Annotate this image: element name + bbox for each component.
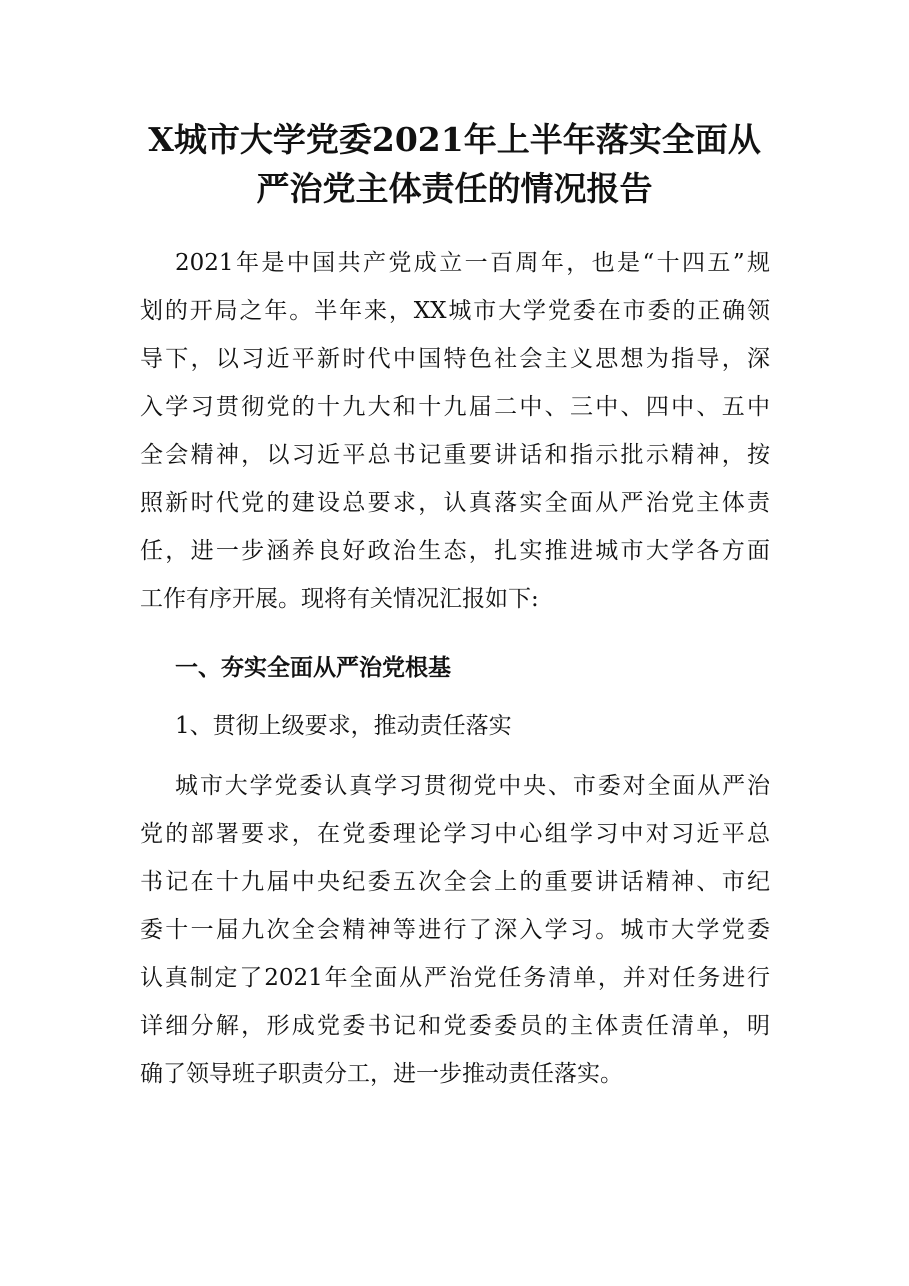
paragraph-2-line: 认真制定了2021年全面从严治党任务清单，并对任务进行 bbox=[140, 965, 770, 991]
paragraph-1-line: 入学习贯彻党的十九大和十九届二中、三中、四中、五中 bbox=[140, 394, 770, 420]
paragraph-2-line: 详细分解，形成党委书记和党委委员的主体责任清单，明 bbox=[140, 1013, 770, 1039]
paragraph-2-line: 党的部署要求，在党委理论学习中心组学习中对习近平总 bbox=[140, 821, 770, 847]
paragraph-1-line: 全会精神，以习近平总书记重要讲话和指示批示精神，按 bbox=[140, 442, 770, 468]
paragraph-1-line: 任，进一步涵养良好政治生态，扎实推进城市大学各方面 bbox=[140, 538, 770, 564]
paragraph-2-line: 书记在十九届中央纪委五次全会上的重要讲话精神、市纪 bbox=[140, 869, 770, 895]
subsection-heading: 1、贯彻上级要求，推动责任落实 bbox=[175, 713, 512, 739]
section-heading: 一、夯实全面从严治党根基 bbox=[175, 654, 451, 681]
document-title-line-1: X城市大学党委2021年上半年落实全面从 bbox=[148, 120, 761, 159]
paragraph-2-line: 城市大学党委认真学习贯彻党中央、市委对全面从严治 bbox=[175, 773, 770, 799]
paragraph-1-line: 2021年是中国共产党成立一百周年，也是“十四五”规 bbox=[175, 250, 770, 276]
paragraph-2-line: 确了领导班子职责分工，进一步推动责任落实。 bbox=[140, 1061, 623, 1087]
paragraph-1-line: 照新时代党的建设总要求，认真落实全面从严治党主体责 bbox=[140, 490, 770, 516]
paragraph-1-line: 工作有序开展。现将有关情况汇报如下: bbox=[140, 586, 539, 612]
paragraph-2-line: 委十一届九次全会精神等进行了深入学习。城市大学党委 bbox=[140, 917, 770, 943]
paragraph-1-line: 导下，以习近平新时代中国特色社会主义思想为指导，深 bbox=[140, 346, 770, 372]
paragraph-1-line: 划的开局之年。半年来，XX城市大学党委在市委的正确领 bbox=[140, 298, 770, 324]
document-title-line-2: 严治党主体责任的情况报告 bbox=[256, 169, 653, 208]
